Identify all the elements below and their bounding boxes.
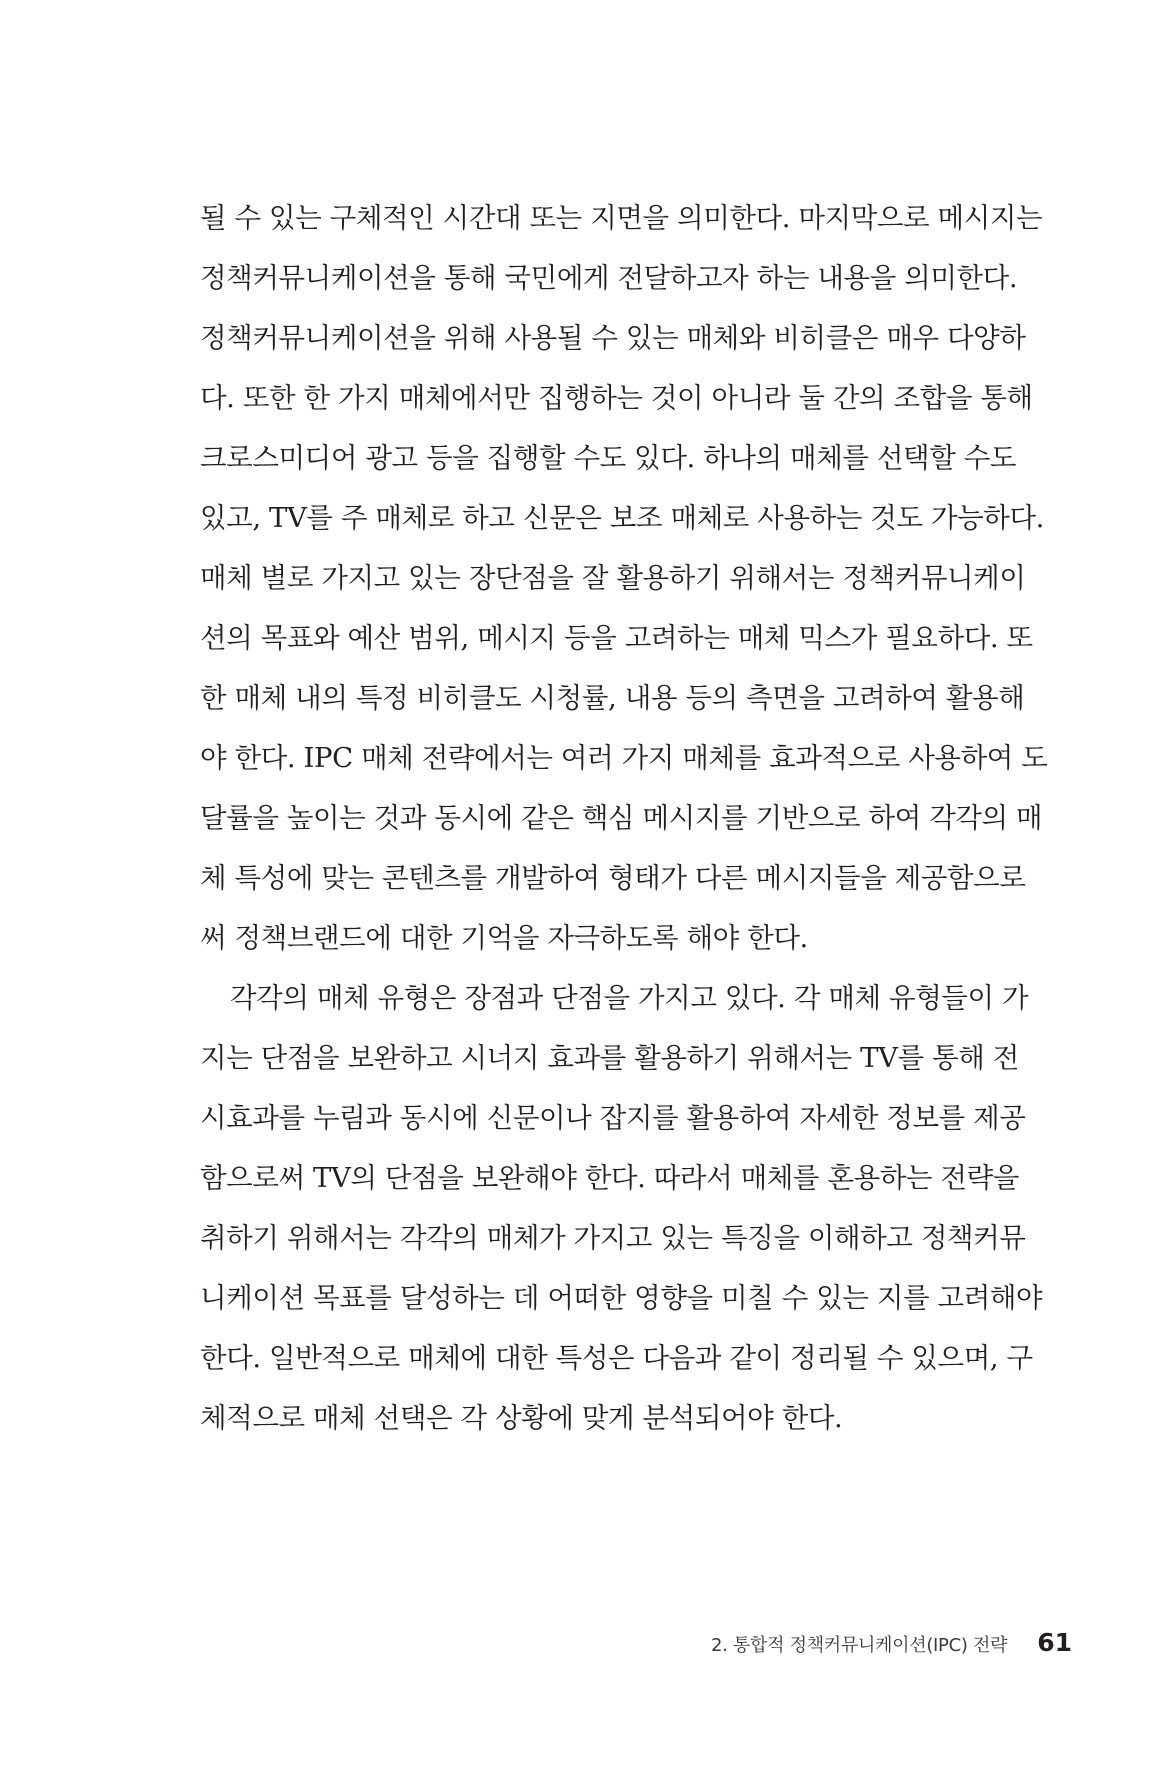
text-line: 한 매체 내의 특정 비히클도 시청률, 내용 등의 측면을 고려하여 활용해 xyxy=(200,682,1025,714)
paragraph-start-line: 각각의 매체 유형은 장점과 단점을 가지고 있다. 각 매체 유형들이 가 xyxy=(230,982,1029,1014)
text-line: 다. 또한 한 가지 매체에서만 집행하는 것이 아니라 둘 간의 조합을 통해 xyxy=(200,382,1033,414)
text-line: 크로스미디어 광고 등을 집행할 수도 있다. 하나의 매체를 선택할 수도 xyxy=(200,442,1017,474)
text-line: 될 수 있는 구체적인 시간대 또는 지면을 의미한다. 마지막으로 메시지는 xyxy=(200,202,1043,234)
text-line: 체 특성에 맞는 콘텐츠를 개발하여 형태가 다른 메시지들을 제공함으로 xyxy=(200,862,1026,894)
text-line: 한다. 일반적으로 매체에 대한 특성은 다음과 같이 정리될 수 있으며, 구 xyxy=(200,1342,1033,1374)
text-line: 매체 별로 가지고 있는 장단점을 잘 활용하기 위해서는 정책커뮤니케이 xyxy=(200,562,1026,594)
page-footer xyxy=(711,1628,1072,1668)
body-text xyxy=(200,188,1048,1448)
text-line: 니케이션 목표를 달성하는 데 어떠한 영향을 미칠 수 있는 지를 고려해야 xyxy=(200,1282,1043,1314)
text-line: 취하기 위해서는 각각의 매체가 가지고 있는 특징을 이해하고 정책커뮤 xyxy=(200,1222,1026,1254)
text-line: 정책커뮤니케이션을 통해 국민에게 전달하고자 하는 내용을 의미한다. xyxy=(200,262,1018,294)
text-line: 지는 단점을 보완하고 시너지 효과를 활용하기 위해서는 TV를 통해 전 xyxy=(200,1042,1019,1074)
running-title: 2. 통합적 정책커뮤니케이션(IPC) 전략 xyxy=(710,1635,1008,1656)
paragraph-end-line: 체적으로 매체 선택은 각 상황에 맞게 분석되어야 한다. xyxy=(200,1402,843,1434)
text-line: 함으로써 TV의 단점을 보완해야 한다. 따라서 매체를 혼용하는 전략을 xyxy=(200,1162,1019,1194)
text-line: 야 한다. IPC 매체 전략에서는 여러 가지 매체를 효과적으로 사용하여 도 xyxy=(200,742,1048,774)
text-line: 션의 목표와 예산 범위, 메시지 등을 고려하는 매체 믹스가 필요하다. 또 xyxy=(200,622,1033,654)
text-line: 있고, TV를 주 매체로 하고 신문은 보조 매체로 사용하는 것도 가능하다. xyxy=(200,502,1044,534)
text-line: 정책커뮤니케이션을 위해 사용될 수 있는 매체와 비히클은 매우 다양하 xyxy=(200,322,1026,354)
text-line: 시효과를 누림과 동시에 신문이나 잡지를 활용하여 자세한 정보를 제공 xyxy=(200,1102,1026,1134)
page-number: 61 xyxy=(1037,1628,1072,1657)
text-line: 달률을 높이는 것과 동시에 같은 핵심 메시지를 기반으로 하여 각각의 매 xyxy=(200,802,1043,834)
paragraph-end-line: 써 정책브랜드에 대한 기억을 자극하도록 해야 한다. xyxy=(200,922,808,954)
